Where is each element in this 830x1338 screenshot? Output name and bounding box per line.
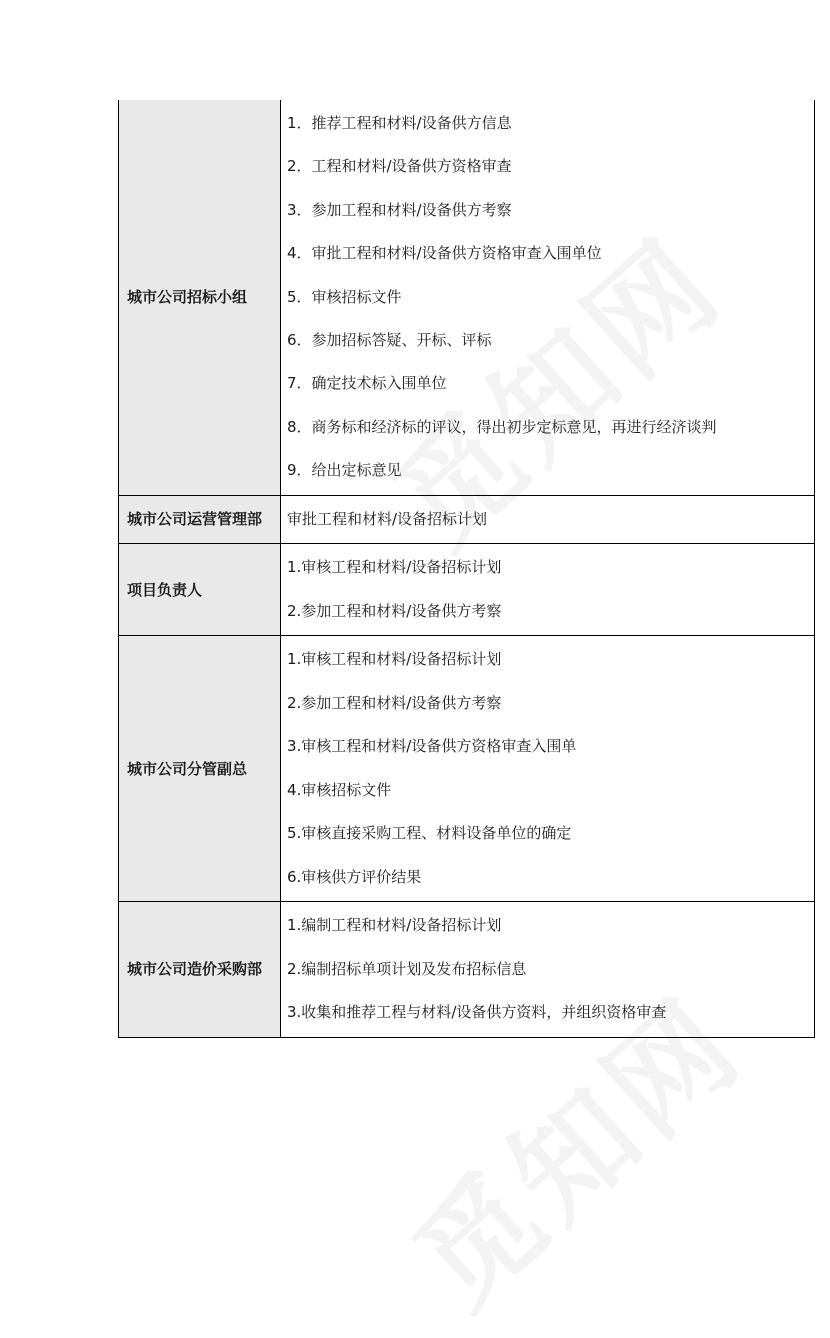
table-row: [119, 495, 815, 544]
task-item: 1.审核工程和材料/设备招标计划: [287, 558, 502, 577]
tasks-cell: [281, 636, 815, 902]
tasks-cell: [281, 100, 815, 495]
task-item: 2.参加工程和材料/设备供方考察: [287, 693, 502, 712]
task-item: 5.审核直接采购工程、材料设备单位的确定: [287, 824, 572, 843]
task-item: 3.审核工程和材料/设备供方资格审查入围单: [287, 737, 577, 756]
task-item: 6．参加招标答疑、开标、评标: [287, 330, 492, 349]
table-row: [119, 902, 815, 1038]
role-cell: 城市公司招标小组: [119, 100, 281, 495]
responsibility-table: [118, 100, 815, 1038]
task-item: 6.审核供方评价结果: [287, 867, 422, 886]
table-row: [119, 636, 815, 902]
role-cell: 城市公司运营管理部: [119, 495, 281, 544]
tasks-cell: [281, 902, 815, 1038]
task-item: 8．商务标和经济标的评议，得出初步定标意见，再进行经济谈判: [287, 417, 717, 436]
task-item: 9．给出定标意见: [287, 461, 402, 480]
task-item: 5．审核招标文件: [287, 287, 402, 306]
table-row: [119, 100, 815, 495]
task-item: 审批工程和材料/设备招标计划: [287, 509, 488, 528]
table-row: [119, 544, 815, 636]
task-item: 1.审核工程和材料/设备招标计划: [287, 650, 502, 669]
task-item: 2.编制招标单项计划及发布招标信息: [287, 959, 527, 978]
task-item: 1.编制工程和材料/设备招标计划: [287, 916, 502, 935]
tasks-cell: [281, 495, 815, 544]
task-item: 7．确定技术标入围单位: [287, 374, 447, 393]
task-item: 4.审核招标文件: [287, 780, 392, 799]
task-item: 1．推荐工程和材料/设备供方信息: [287, 114, 512, 132]
role-cell: 城市公司分管副总: [119, 636, 281, 902]
role-cell: 项目负责人: [119, 544, 281, 636]
task-item: 3.收集和推荐工程与材料/设备供方资料，并组织资格审查: [287, 1003, 667, 1022]
task-item: 2.参加工程和材料/设备供方考察: [287, 601, 502, 620]
task-item: 2．工程和材料/设备供方资格审查: [287, 157, 512, 176]
task-item: 3．参加工程和材料/设备供方考察: [287, 200, 512, 219]
role-cell: 城市公司造价采购部: [119, 902, 281, 1038]
tasks-cell: [281, 544, 815, 636]
task-item: 4．审批工程和材料/设备供方资格审查入围单位: [287, 244, 602, 263]
